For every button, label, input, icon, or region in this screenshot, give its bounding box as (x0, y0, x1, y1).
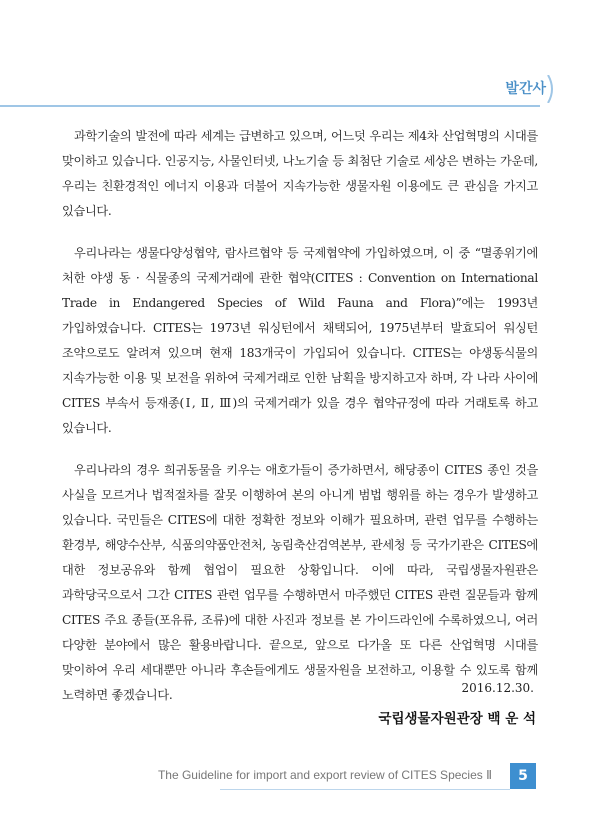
paragraph: 우리나라의 경우 희귀동물을 키우는 애호가들이 증가하면서, 해당종이 CITES 종인 것을 사실을 모르거나 법적절차를 잘못 이행하여 본의 아니게 범법 행위를 하는 경우가 발생하고 있습니다. 국민들은 CITES에 대한 정확한 정보와 이해가 필요하며, 관련 업무를 수행하는 환경부, 해양수산부, 식품의약품안전처, 농림축산검역본부, 관세청 등 국가기관은 CITES에 대한 정보공유와 함께 협업이 필요한 상황입니다. 이에 따라, 국립생물자원관은 과학당국으로서 그간 CITES 관련 업무를 수행하면서 마주했던 CITES 관련 질문들과 함께 CITES 주요 종들(포유류, 조류)에 대한 사진과 정보를 본 가이드라인에 수록하였으니, 여러 다양한 분야에서 많은 활용바랍니다. 끝으로, 앞으로 다가올 또 다른 산업혁명 시대를 맞이하여 우리 세대뿐만 아니라 후손들에게도 생물자원을 보전하고, 이용할 수 있도록 함께 노력하면 좋겠습니다. (62, 463, 538, 702)
paragraph: 우리나라는 생물다양성협약, 람사르협약 등 국제협약에 가입하였으며, 이 중 “멸종위기에 처한 야생 동 · 식물종의 국제거래에 관한 협약(CITES : Convention on International Trade in Endangered Species of Wild Fauna and Flora)”에는 1993년 가입하였습니다. CITES는 1973년 워싱턴에서 채택되어, 1975년부터 발효되어 워싱턴 조약으로도 알려져 있으며 현재 183개국이 가입되어 있습니다. CITES는 야생동식물의 지속가능한 이용 및 보전을 위하여 국제거래로 인한 남획을 방지하고자 하며, 각 나라 사이에 CITES 부속서 등재종(Ⅰ, Ⅱ, Ⅲ)의 국제거래가 있을 경우 협약규정에 따라 거래토록 하고 있습니다. (62, 246, 538, 435)
footer-guide-title: The Guideline for import and export review of CITES Species Ⅱ (157, 768, 492, 782)
footer-rule (220, 789, 510, 790)
paragraph: 과학기술의 발전에 따라 세계는 급변하고 있으며, 어느덧 우리는 제4차 산업혁명의 시대를 맞이하고 있습니다. 인공지능, 사물인터넷, 나노기술 등 최첨단 기술로 세상은 변하는 가운데, 우리는 친환경적인 에너지 이용과 더불어 지속가능한 생물자원 이용에도 큰 관심을 가지고 있습니다. (62, 129, 538, 218)
tab-curve-decoration (546, 75, 558, 103)
section-tab: 발간사 (505, 81, 546, 97)
date: 2016.12.30. (461, 681, 534, 695)
foreword-body (62, 124, 538, 725)
signature: 국립생물자원관장 백 운 석 (378, 711, 536, 727)
header-rule (0, 105, 540, 107)
page-number: 5 (510, 763, 536, 789)
